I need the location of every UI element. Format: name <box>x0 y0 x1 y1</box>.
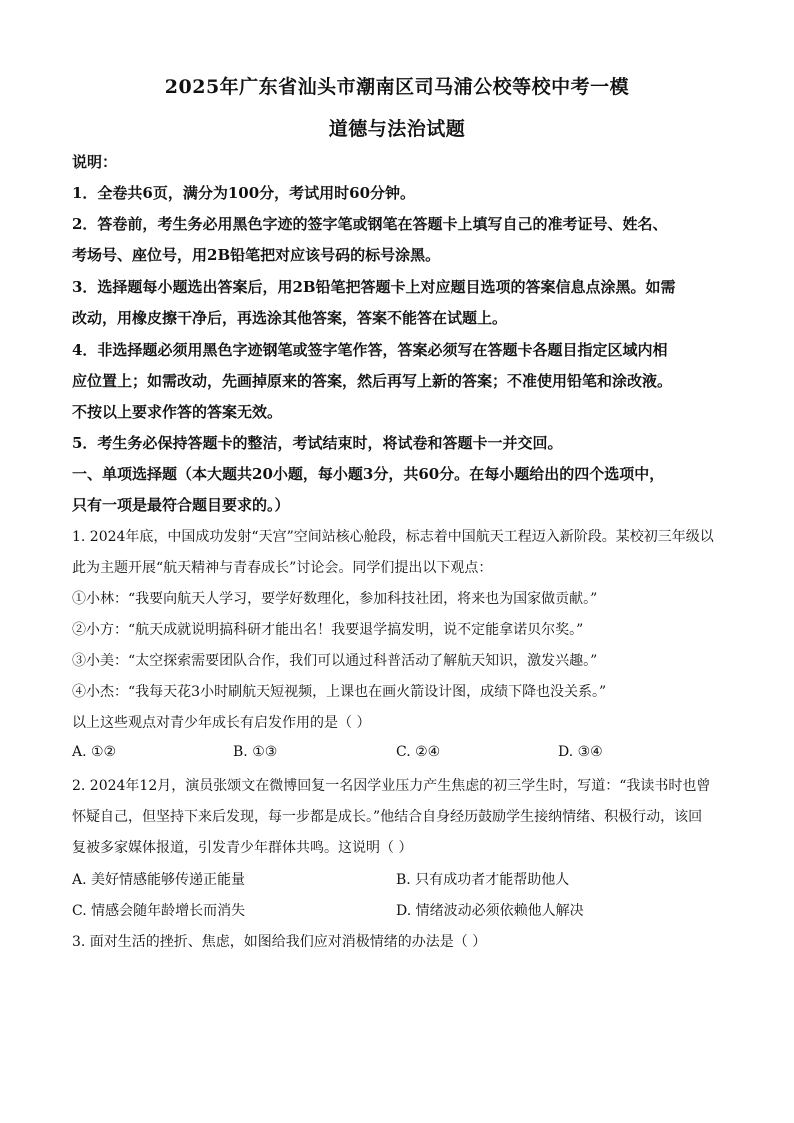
instruction-line: 5．考生务必保持答题卡的整洁，考试结束时，将试卷和答题卡一并交回。 <box>72 434 563 452</box>
instruction-line: 3．选择题每小题选出答案后，用2B铅笔把答题卡上对应题目选项的答案信息点涂黑。如需 <box>72 278 676 296</box>
question-1-line: ④小杰：“我每天花3小时刷航天短视频，上课也在画火箭设计图，成绩下降也没关系。” <box>72 684 607 700</box>
q2-option-b: B. 只有成功者才能帮助他人 <box>396 872 570 888</box>
instruction-line: 1．全卷共6页，满分为100分，考试用时60分钟。 <box>72 184 416 202</box>
instructions-heading: 说明： <box>72 153 118 171</box>
q2-option-a: A. 美好情感能够传递正能量 <box>72 872 246 888</box>
q1-option-a: A. ①② <box>72 744 117 760</box>
q2-option-c: C. 情感会随年龄增长而消失 <box>72 903 246 919</box>
section-heading: 一、单项选择题（本大题共20小题，每小题3分，共60分。在每小题给出的四个选项中， <box>72 465 665 483</box>
question-2-line: 复被多家媒体报道，引发青少年群体共鸣。这说明（ ） <box>72 840 413 856</box>
instruction-line: 2．答卷前，考生务必用黑色字迹的签字笔或钢笔在答题卡上填写自己的准考证号、姓名、 <box>72 215 668 233</box>
q1-option-c: C. ②④ <box>396 744 441 760</box>
instruction-line: 不按以上要求作答的答案无效。 <box>72 403 283 421</box>
q2-option-d: D. 情绪波动必须依赖他人解决 <box>396 903 584 919</box>
section-heading: 只有一项是最符合题目要求的。） <box>72 496 290 514</box>
instruction-line: 应位置上；如需改动，先画掉原来的答案，然后再写上新的答案；不准使用铅笔和涂改液。 <box>72 372 673 390</box>
exam-title: 2025年广东省汕头市潮南区司马浦公校等校中考一模 <box>164 76 630 98</box>
instruction-line: 考场号、座位号，用2B铅笔把对应该号码的标号涂黑。 <box>72 246 441 264</box>
question-1-line: ①小林：“我要向航天人学习，要学好数理化，参加科技社团，将来也为国家做贡献。” <box>72 591 598 607</box>
q1-option-d: D. ③④ <box>558 744 603 760</box>
question-1-line: 1. 2024年底，中国成功发射“天宫”空间站核心舱段，标志着中国航天工程迈入新阶段。某校初三年级以 <box>72 529 714 545</box>
q1-option-b: B. ①③ <box>233 744 278 760</box>
question-1-line: 以上这些观点对青少年成长有启发作用的是（ ） <box>72 715 371 731</box>
question-1-line: 此为主题开展“航天精神与青春成长”讨论会。同学们提出以下观点： <box>72 560 493 576</box>
instruction-line: 改动，用橡皮擦干净后，再选涂其他答案，答案不能答在试题上。 <box>72 309 508 327</box>
question-1-line: ③小美：“太空探索需要团队合作，我们可以通过科普活动了解航天知识，激发兴趣。” <box>72 653 598 669</box>
question-3-line: 3. 面对生活的挫折、焦虑，如图给我们应对消极情绪的办法是（ ） <box>72 934 487 950</box>
exam-subtitle: 道德与法治试题 <box>328 118 466 140</box>
question-1-line: ②小方：“航天成就说明搞科研才能出名！我要退学搞发明，说不定能拿诺贝尔奖。” <box>72 622 584 638</box>
question-2-line: 怀疑自己，但坚持下来后发现，每一步都是成长。”他结合自身经历鼓励学生接纳情绪、积极行动，该回 <box>72 809 703 825</box>
question-2-line: 2. 2024年12月，演员张颂文在微博回复一名因学业压力产生焦虑的初三学生时，写道：“我读书时也曾 <box>72 778 711 794</box>
instruction-line: 4．非选择题必须用黑色字迹钢笔或签字笔作答，答案必须写在答题卡各题目指定区域内相 <box>72 341 668 359</box>
